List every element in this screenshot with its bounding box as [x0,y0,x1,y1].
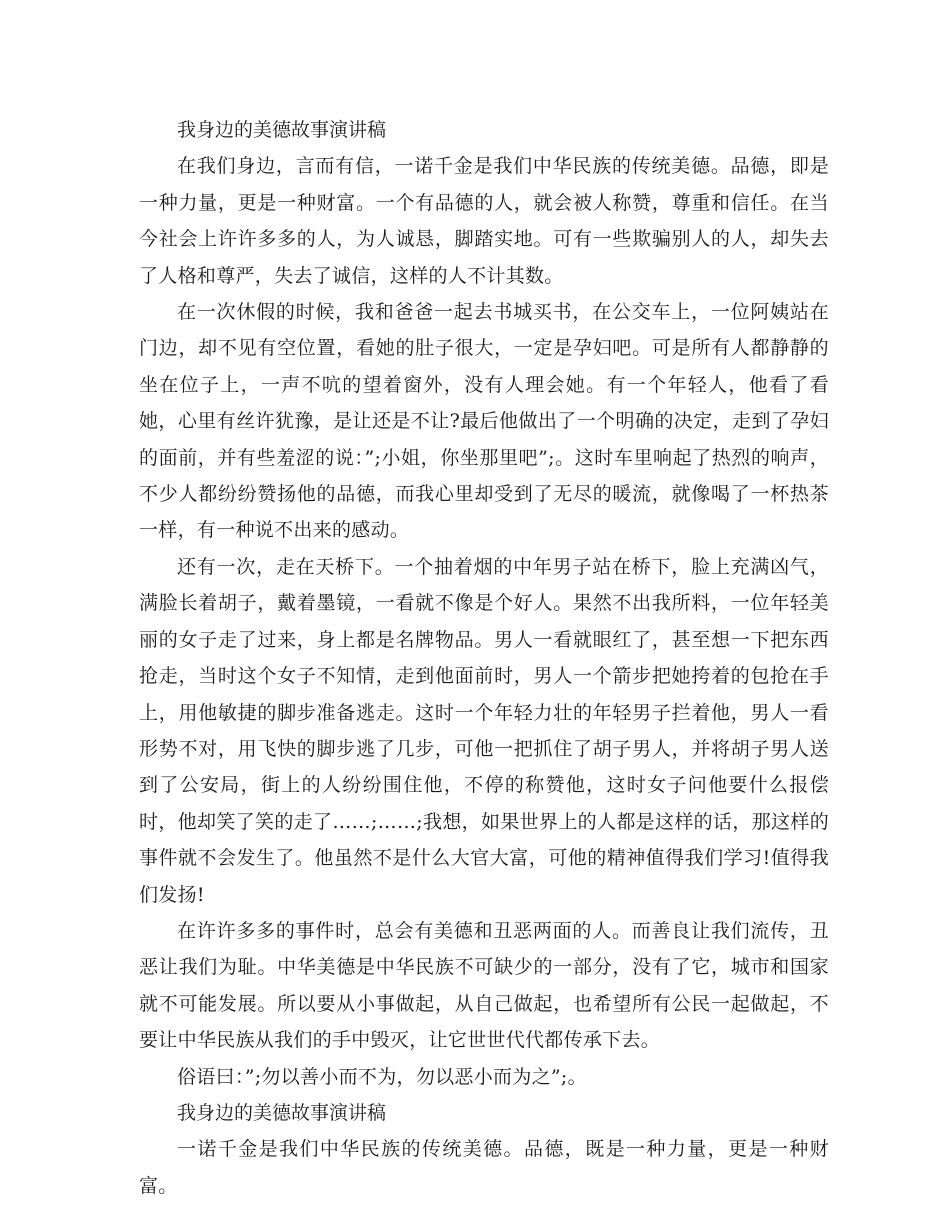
paragraph-4: 在许许多多的事件时，总会有美德和丑恶两面的人。而善良让我们流传，丑恶让我们为耻。中华美德是中华民族不可缺少的一部分，没有了它，城市和国家就不可能发展。所以要从小事做起，从自己做起，也希望所有公民一起做起，不要让中华民族从我们的手中毁灭，让它世世代代都传承下去。 [139,919,829,1052]
document-title: 我身边的美德故事演讲稿 [177,119,387,141]
paragraph-1: 在我们身边，言而有信，一诺千金是我们中华民族的传统美德。品德，即是一种力量，更是一种财富。一个有品德的人，就会被人称赞，尊重和信任。在当今社会上许许多多的人，为人诚恳，脚踏实地。可有一些欺骗别人的人，却失去了人格和尊严，失去了诚信，这样的人不计其数。 [139,155,829,287]
paragraph-3: 还有一次，走在天桥下。一个抽着烟的中年男子站在桥下，脸上充满凶气，满脸长着胡子，戴着墨镜，一看就不像是个好人。果然不出我所料，一位年轻美丽的女子走了过来，身上都是名牌物品。男人一看就眼红了，甚至想一下把东西抢走，当时这个女子不知情，走到他面前时，男人一个箭步把她挎着的包抢在手上，用他敏捷的脚步准备逃走。这时一个年轻力壮的年轻男子拦着他，男人一看形势不对，用飞快的脚步逃了几步，可他一把抓住了胡子男人，并将胡子男人送到了公安局，街上的人纷纷围住他，不停的称赞他，这时女子问他要什么报偿时，他却笑了笑的走了……;……;我想，如果世界上的人都是这样的话，那这样的事件就不会发生了。他虽然不是什么大官大富，可他的精神值得我们学习!值得我们发扬! [139,555,829,906]
paragraph-2: 在一次休假的时候，我和爸爸一起去书城买书，在公交车上，一位阿姨站在门边，却不见有空位置，看她的肚子很大，一定是孕妇吧。可是所有人都静静的坐在位子上，一声不吭的望着窗外，没有人理会她。有一个年轻人，他看了看她，心里有丝许犹豫，是让还是不让?最后他做出了一个明确的决定，走到了孕妇的面前，并有些羞涩的说：”;小姐，你坐那里吧”;。这时车里响起了热烈的响声，不少人都纷纷赞扬他的品德，而我心里却受到了无尽的暖流，就像喝了一杯热茶一样，有一种说不出来的感动。 [139,301,829,542]
document-title-repeat: 我身边的美德故事演讲稿 [177,1101,387,1124]
paragraph-5: 俗语曰：”;勿以善小而不为，勿以恶小而为之”;。 [177,1065,587,1088]
document-body [139,112,829,1204]
closing-paragraph: 一诺千金是我们中华民族的传统美德。品德，既是一种力量，更是一种财富。 [139,1138,829,1197]
